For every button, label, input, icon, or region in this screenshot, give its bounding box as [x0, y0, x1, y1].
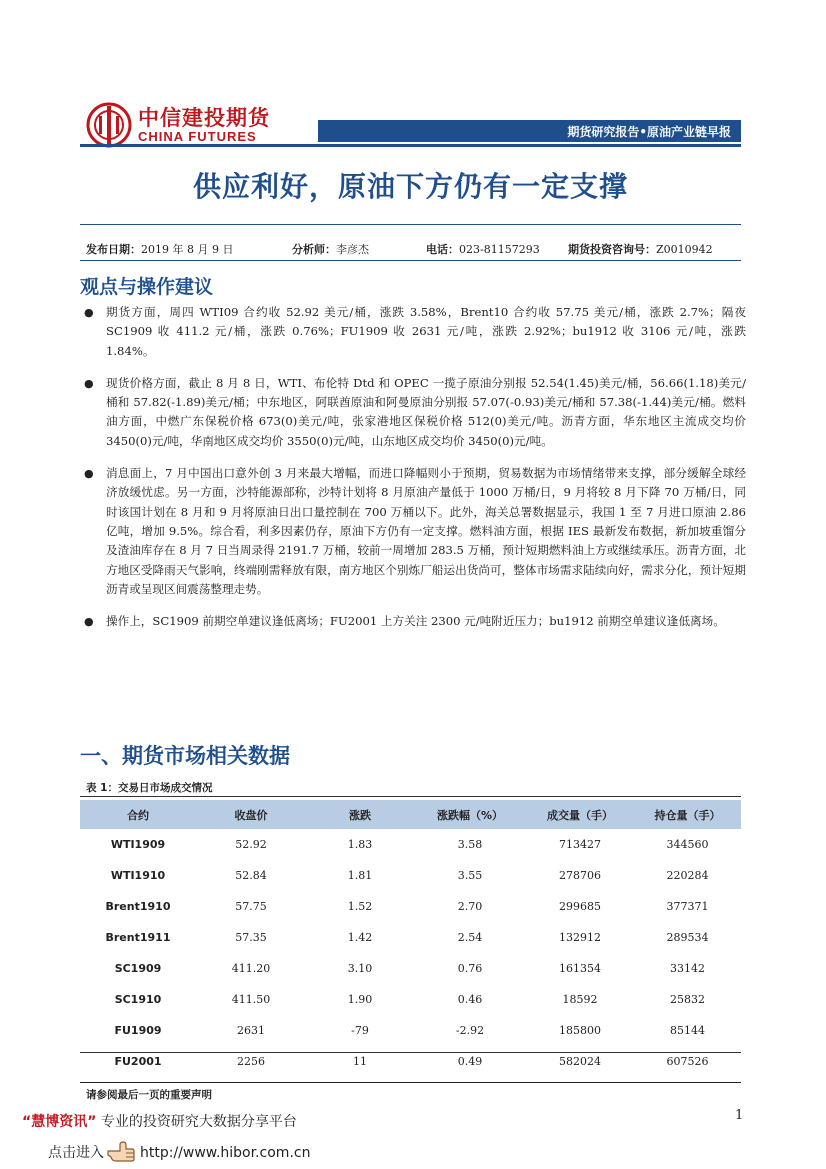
- cell-change: 1.52: [347, 900, 373, 913]
- cell-change-pct: 0.46: [457, 993, 483, 1006]
- bullet-icon: ●: [84, 306, 94, 319]
- cell-contract: WTI1909: [110, 838, 166, 851]
- analyst-value: 李彦杰: [336, 243, 369, 256]
- phone-label: 电话：: [426, 243, 459, 256]
- cell-change: -79: [351, 1024, 369, 1037]
- bullet-news: [84, 464, 746, 599]
- cell-volume: 18592: [562, 993, 598, 1006]
- cell-contract: WTI1910: [110, 869, 166, 882]
- watermark-slogan-text: 专业的投资研究大数据分享平台: [100, 1114, 297, 1130]
- cell-change-pct: -2.92: [455, 1024, 485, 1037]
- table-row: [80, 984, 741, 1015]
- cell-open-interest: 377371: [666, 900, 709, 913]
- cell-contract: FU2001: [114, 1055, 162, 1068]
- publish-date-value: 2019 年 8 月 9 日: [141, 243, 234, 256]
- cell-change: 11: [353, 1055, 367, 1068]
- col-header-contract: 合约: [80, 800, 196, 829]
- cell-volume: 299685: [559, 900, 601, 913]
- cell-change: 1.90: [347, 993, 373, 1006]
- watermark-url[interactable]: http://www.hibor.com.cn: [140, 1145, 311, 1161]
- cell-change-pct: 3.58: [457, 838, 483, 851]
- report-title: 供应利好，原油下方仍有一定支撑: [192, 170, 628, 203]
- cell-contract: FU1909: [114, 1024, 162, 1037]
- section-heading-outlook: 观点与操作建议: [80, 276, 214, 298]
- cell-open-interest: 220284: [666, 869, 709, 882]
- bullet-icon: ●: [84, 467, 94, 481]
- bullet-text: 操作上，SC1909 前期空单建议逢低离场；FU2001 上方关注 2300 元/吨附近压力；bu1912 前期空单建议逢低离场。: [106, 614, 725, 629]
- license-number: [568, 241, 713, 257]
- table-row: [80, 1046, 741, 1077]
- footer-divider: [80, 1082, 741, 1083]
- cell-contract: Brent1911: [105, 931, 171, 944]
- cell-change: 3.10: [347, 962, 373, 975]
- cell-contract: SC1910: [114, 993, 162, 1006]
- col-header-open-interest: 持仓量（手）: [634, 800, 741, 829]
- cell-change: 1.81: [347, 869, 373, 882]
- logo-name-en: CHINA FUTURES: [138, 129, 257, 144]
- meta-divider: [80, 260, 741, 261]
- col-header-change: 涨跌: [306, 800, 414, 829]
- publish-date: [86, 241, 233, 257]
- cell-close: 2631: [237, 1024, 265, 1037]
- cell-close: 52.92: [235, 838, 267, 851]
- bullet-text: 现货价格方面，截止 8 月 8 日，WTI、布伦特 Dtd 和 OPEC 一揽子原油分别报 52.54(1.45)美元/桶，56.66(1.18)美元/桶和 57.82(-1.89)美元/桶；中东地区，阿联酋原油和阿曼原油分别报 57.07(-0.93)美元/桶和 57.38(-1.44)美元/桶。燃料油方面，中燃广东保税价格 673(0)美元/吨，张家港地区保税价格 512(0)美元/吨。沥青方面，华东地区主流成交均价 3450(0)元/吨，华南地区成交均价 3550(0)元/吨，山东地区成交均价 3450(0)元/吨。: [106, 375, 746, 448]
- table-row: [80, 860, 741, 891]
- cell-change-pct: 2.70: [457, 900, 483, 913]
- publish-date-label: 发布日期：: [86, 243, 141, 256]
- analyst: [292, 241, 369, 257]
- title-divider: [80, 224, 741, 225]
- page-number: 1: [735, 1108, 744, 1123]
- outlook-bullet-list: [84, 303, 746, 644]
- table-top-rule: [80, 796, 741, 797]
- table-bottom-rule: [80, 1052, 741, 1053]
- watermark-slogan: [22, 1111, 297, 1131]
- table-header-row: [80, 800, 741, 829]
- cell-close: 52.84: [235, 869, 267, 882]
- pointing-hand-icon: [106, 1137, 136, 1163]
- table-row: [80, 891, 741, 922]
- bullet-icon: ●: [84, 376, 94, 390]
- watermark-link[interactable]: [48, 1142, 310, 1162]
- table-caption: 表 1：交易日市场成交情况: [86, 782, 213, 794]
- company-logo: [86, 100, 286, 150]
- cell-volume: 278706: [559, 869, 601, 882]
- market-trading-table: [80, 800, 741, 1077]
- cell-volume: 132912: [559, 931, 601, 944]
- table-row: [80, 922, 741, 953]
- cell-close: 57.35: [235, 931, 267, 944]
- watermark-cta: 点击进入: [48, 1145, 104, 1161]
- cell-close: 57.75: [235, 900, 267, 913]
- cell-open-interest: 33142: [670, 962, 705, 975]
- bullet-futures: [84, 303, 746, 361]
- cell-contract: SC1909: [114, 962, 162, 975]
- header-divider: [80, 144, 741, 147]
- cell-volume: 185800: [559, 1024, 601, 1037]
- cell-close: 411.20: [231, 962, 271, 975]
- bullet-icon: ●: [84, 615, 94, 629]
- table-row: [80, 1015, 741, 1046]
- bullet-text: 期货方面，周四 WTI09 合约收 52.92 美元/桶，涨跌 3.58%，Brent10 合约收 57.75 美元/桶，涨跌 2.7%；隔夜 SC1909 收 411.2 元/桶，涨跌 0.76%；FU1909 收 2631 元/吨，涨跌 2.92%；bu1912 收 3106 元/吨，涨跌 1.84%。: [106, 305, 746, 358]
- cell-volume: 582024: [559, 1055, 601, 1068]
- citic-logo-icon: [86, 102, 132, 148]
- bullet-spot-prices: [84, 374, 746, 451]
- cell-open-interest: 289534: [666, 931, 709, 944]
- cell-open-interest: 25832: [670, 993, 705, 1006]
- cell-close: 411.50: [231, 993, 271, 1006]
- cell-open-interest: 85144: [670, 1024, 705, 1037]
- cell-change-pct: 0.49: [457, 1055, 483, 1068]
- cell-change: 1.42: [347, 931, 373, 944]
- col-header-close: 收盘价: [196, 800, 306, 829]
- cell-change-pct: 2.54: [457, 931, 483, 944]
- phone: [426, 241, 540, 257]
- table-row: [80, 953, 741, 984]
- table-row: [80, 829, 741, 860]
- col-header-change-pct: 涨跌幅（%）: [414, 800, 526, 829]
- cell-contract: Brent1910: [105, 900, 171, 913]
- cell-open-interest: 607526: [666, 1055, 709, 1068]
- bullet-operation: [84, 612, 746, 631]
- cell-close: 2256: [237, 1055, 265, 1068]
- col-header-volume: 成交量（手）: [526, 800, 634, 829]
- analyst-label: 分析师：: [292, 243, 336, 256]
- license-value: Z0010942: [656, 243, 713, 256]
- report-type-banner: 期货研究报告•原油产业链早报: [318, 120, 741, 142]
- cell-change-pct: 3.55: [457, 869, 483, 882]
- cell-volume: 161354: [559, 962, 601, 975]
- cell-change: 1.83: [347, 838, 373, 851]
- disclaimer-note: 请参阅最后一页的重要声明: [86, 1089, 212, 1101]
- cell-change-pct: 0.76: [457, 962, 483, 975]
- phone-value: 023-81157293: [459, 243, 540, 256]
- license-label: 期货投资咨询号：: [568, 243, 656, 256]
- cell-open-interest: 344560: [666, 838, 709, 851]
- section-heading-market-data: 一、期货市场相关数据: [80, 744, 290, 768]
- logo-name-cn: 中信建投期货: [138, 106, 270, 130]
- cell-volume: 713427: [559, 838, 601, 851]
- bullet-text: 消息面上，7 月中国出口意外创 3 月来最大增幅，而进口降幅则小于预期，贸易数据为市场情绪带来支撑，部分缓解全球经济放缓忧虑。另一方面，沙特能源部称，沙特计划将 8 月原油产量低于 1000 万桶/日，9 月将较 8 月下降 70 万桶/日，同时该国计划在 8 月和 9 月将原油日出口量控制在 700 万桶以下。此外，海关总署数据显示，我国 1 至 7 月进口原油 2.86 亿吨，增加 9.5%。综合看，利多因素仍存，原油下方仍有一定支撑。燃料油方面，根据 IES 最新发布数据，新加坡重馏分及渣油库存在 8 月 7 日当周录得 2191.7 万桶，较前一周增加 283.5 万桶，预计短期燃料油上方或继续承压。沥青方面，北方地区受降雨天气影响，终端刚需释放有限，南方地区个别炼厂船运出货尚可，整体市场需求陆续向好，需求分化，预计短期沥青或呈现区间震荡整理走势。: [106, 466, 746, 596]
- watermark-brand: “慧博资讯”: [22, 1114, 97, 1130]
